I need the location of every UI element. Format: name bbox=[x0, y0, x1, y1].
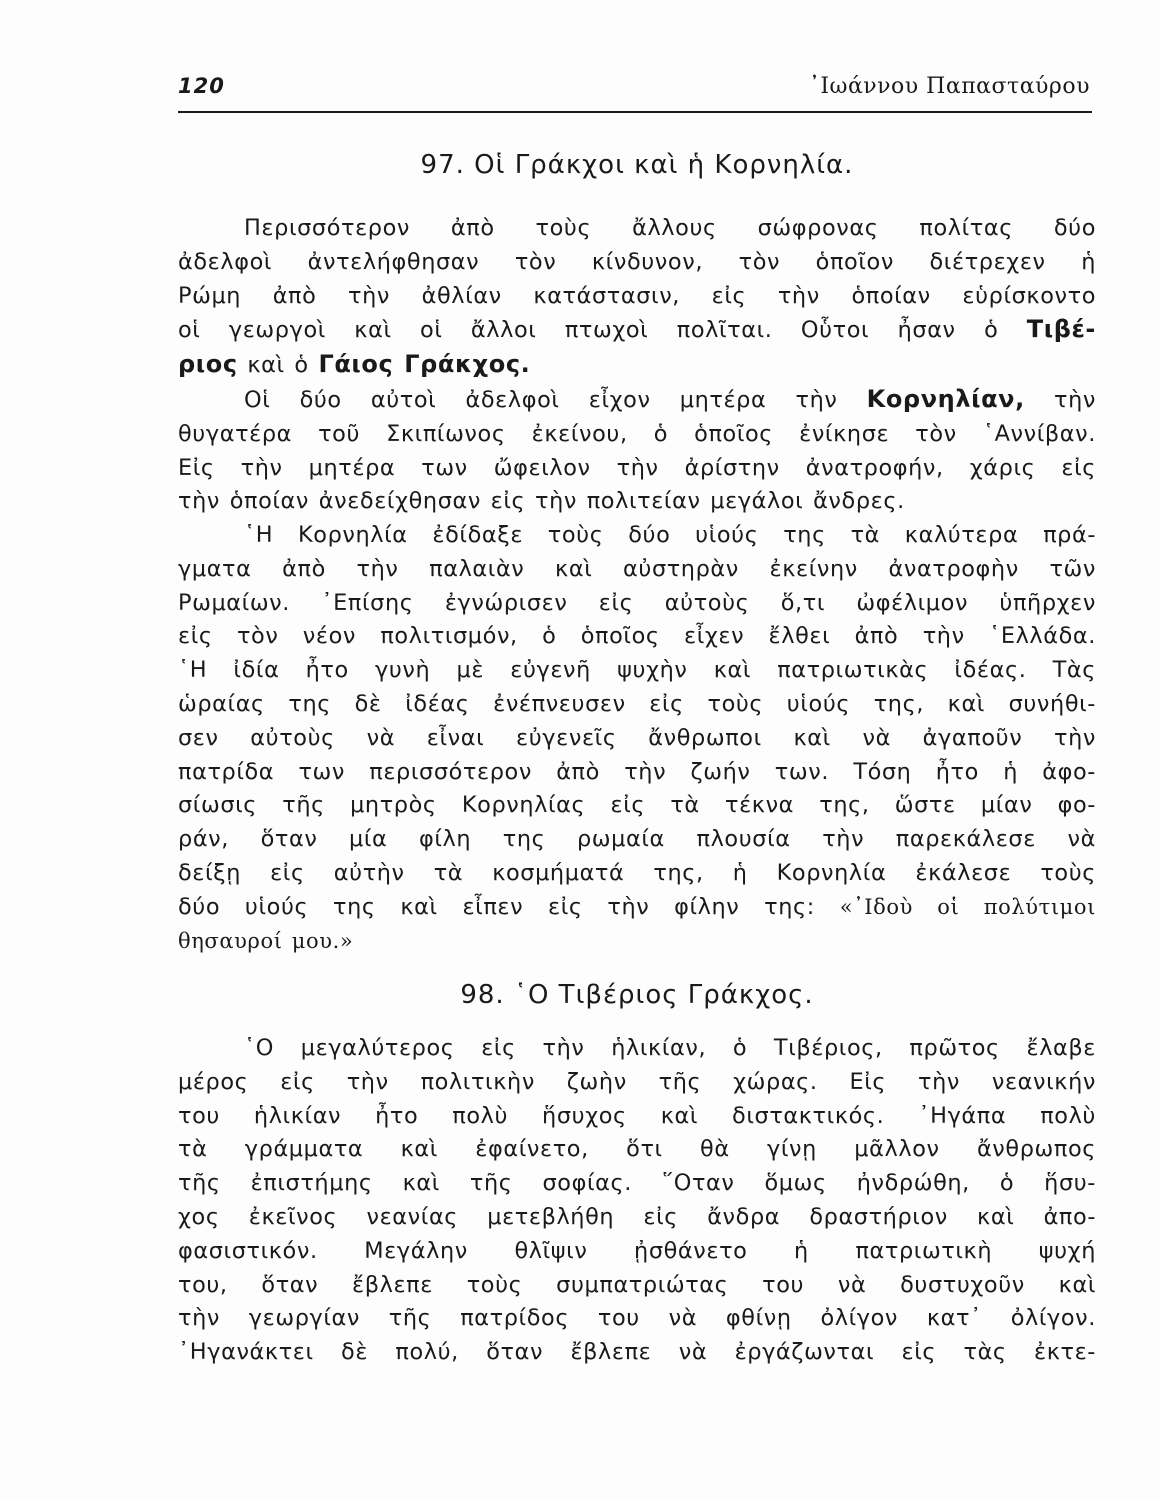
bold-name-gaius: Γάιος Γράκχος. bbox=[318, 350, 531, 379]
text-line: τὰ γράμματα καὶ ἐφαίνετο, ὅτι θὰ γίνῃ μᾶλλον ἄνθρωπος bbox=[178, 1136, 1096, 1163]
text-line: ῾Ο μεγαλύτερος εἰς τὴν ἡλικίαν, ὁ Τιβέριος, πρῶτος ἔλαβε bbox=[244, 1035, 1096, 1061]
text-line: Ρώμη ἀπὸ τὴν ἀθλίαν κατάστασιν, εἰς τὴν ὁποίαν εὑρίσκοντο bbox=[178, 282, 1096, 309]
bold-name-cornelia: Κορνηλίαν, bbox=[866, 385, 1025, 413]
text-segment: οἱ γεωργοὶ καὶ οἱ ἄλλοι πτωχοὶ πολῖται. Οὗτοι ἦσαν ὁ bbox=[178, 317, 1027, 344]
text-line: γματα ἀπὸ τὴν παλαιὰν καὶ αὐστηρὰν ἐκείνην ἀνατροφὴν τῶν bbox=[178, 555, 1096, 582]
text-line: χος ἐκεῖνος νεανίας μετεβλήθη εἰς ἄνδρα δραστήριον καὶ ἀπο- bbox=[178, 1203, 1096, 1230]
text-line: σίωσις τῆς μητρὸς Κορνηλίας εἰς τὰ τέκνα της, ὥστε μίαν φο- bbox=[178, 792, 1096, 819]
text-line: τῆς ἐπιστήμης καὶ τῆς σοφίας. ῞Οταν ὅμως ἠνδρώθη, ὁ ἥσυ- bbox=[178, 1170, 1096, 1197]
text-line bbox=[178, 891, 1096, 925]
bold-name-tiberius-cont: ριος bbox=[178, 350, 238, 379]
text-line: φασιστικόν. Μεγάλην θλῖψιν ᾐσθάνετο ἡ πατριωτικὴ ψυχή bbox=[178, 1237, 1096, 1264]
text-line: του ἡλικίαν ἦτο πολὺ ἥσυχος καὶ διστακτικός. ᾿Ηγάπα πολὺ bbox=[178, 1102, 1096, 1129]
text-line: ᾿Ηγανάκτει δὲ πολύ, ὅταν ἔβλεπε νὰ ἐργάζωνται εἰς τὰς ἐκτε- bbox=[178, 1339, 1096, 1366]
header-rule bbox=[178, 111, 1092, 113]
section-title-98: 98. ῾Ο Τιβέριος Γράκχος. bbox=[460, 980, 814, 1010]
text-line bbox=[178, 383, 1096, 418]
text-line: τὴν γεωργίαν τῆς πατρίδος του νὰ φθίνῃ ὀλίγον κατ᾿ ὀλίγον. bbox=[178, 1305, 1096, 1332]
text-line: ἀδελφοὶ ἀντελήφθησαν τὸν κίνδυνον, τὸν ὁποῖον διέτρεχεν ἡ bbox=[178, 248, 1096, 275]
text-line bbox=[178, 313, 1096, 348]
text-line: ῾Η Κορνηλία ἐδίδαξε τοὺς δύο υἱούς της τὰ καλύτερα πρά- bbox=[244, 522, 1096, 548]
text-line: μέρος εἰς τὴν πολιτικὴν ζωὴν τῆς χώρας. Εἰς τὴν νεανικήν bbox=[178, 1068, 1096, 1095]
paragraph-97-3 bbox=[178, 519, 1096, 958]
bold-name-tiberius: Τιβέ- bbox=[1026, 315, 1096, 344]
text-line: ῾Η ἰδία ἦτο γυνὴ μὲ εὐγενῆ ψυχὴν καὶ πατριωτικὰς ἰδέας. Τὰς bbox=[178, 657, 1096, 684]
text-segment: δύο υἱούς της καὶ εἶπεν εἰς τὴν φίλην της: bbox=[178, 893, 840, 920]
text-line: θυγατέρα τοῦ Σκιπίωνος ἐκείνου, ὁ ὁποῖος ἐνίκησε τὸν ῾Αννίβαν. bbox=[178, 420, 1096, 447]
text-line: Περισσότερον ἀπὸ τοὺς ἄλλους σώφρονας πολίτας δύο bbox=[244, 215, 1096, 241]
page-header bbox=[178, 70, 1090, 110]
text-line: Εἰς τὴν μητέρα των ὤφειλον τὴν ἀρίστην ἀνατροφήν, χάρις εἰς bbox=[178, 454, 1096, 481]
text-segment: Οἱ δύο αὐτοὶ ἀδελφοὶ εἶχον μητέρα τὴν bbox=[244, 387, 867, 413]
paragraph-97-2 bbox=[178, 383, 1096, 519]
paragraph-98-1 bbox=[178, 1032, 1096, 1370]
text-line-quote-end: θησαυροί μου.» bbox=[178, 928, 354, 953]
text-line: ράν, ὅταν μία φίλη της ρωμαία πλουσία τὴν παρεκάλεσε νὰ bbox=[178, 826, 1096, 853]
text-line: τὴν ὁποίαν ἀνεδείχθησαν εἰς τὴν πολιτείαν μεγάλοι ἄνδρες. bbox=[178, 488, 905, 515]
text-line: πατρίδα των περισσότερον ἀπὸ τὴν ζωήν των. Τόση ἦτο ἡ ἀφο- bbox=[178, 758, 1096, 785]
text-line: του, ὅταν ἔβλεπε τοὺς συμπατριώτας του νὰ δυστυχοῦν καὶ bbox=[178, 1271, 1096, 1298]
running-head-author: ᾿Ιωάννου Παπασταύρου bbox=[808, 74, 1090, 99]
page-number: 120 bbox=[178, 74, 225, 98]
section-title-97: 97. Οἱ Γράκχοι καὶ ἡ Κορνηλία. bbox=[420, 150, 854, 180]
text-segment: τὴν bbox=[1024, 387, 1096, 413]
text-line bbox=[178, 348, 1096, 383]
text-line: ὡραίας της δὲ ἰδέας ἐνέπνευσεν εἰς τοὺς υἱούς της, καὶ συνήθι- bbox=[178, 690, 1096, 717]
paragraph-97-1 bbox=[178, 212, 1096, 383]
text-line: δείξῃ εἰς αὐτὴν τὰ κοσμήματά της, ἡ Κορνηλία ἐκάλεσε τοὺς bbox=[178, 859, 1096, 886]
text-line: Ρωμαίων. ᾿Επίσης ἐγνώρισεν εἰς αὐτοὺς ὅ,τι ὠφέλιμον ὑπῆρχεν bbox=[178, 589, 1096, 616]
quote-segment: «᾿Ιδοὺ οἱ πολύτιμοι bbox=[839, 894, 1096, 919]
text-line: εἰς τὸν νέον πολιτισμόν, ὁ ὁποῖος εἶχεν ἔλθει ἀπὸ τὴν ῾Ελλάδα. bbox=[178, 623, 1096, 650]
text-line: σεν αὐτοὺς νὰ εἶναι εὐγενεῖς ἄνθρωποι καὶ νὰ ἀγαποῦν τὴν bbox=[178, 724, 1096, 751]
text-segment: καὶ ὁ bbox=[237, 352, 319, 379]
